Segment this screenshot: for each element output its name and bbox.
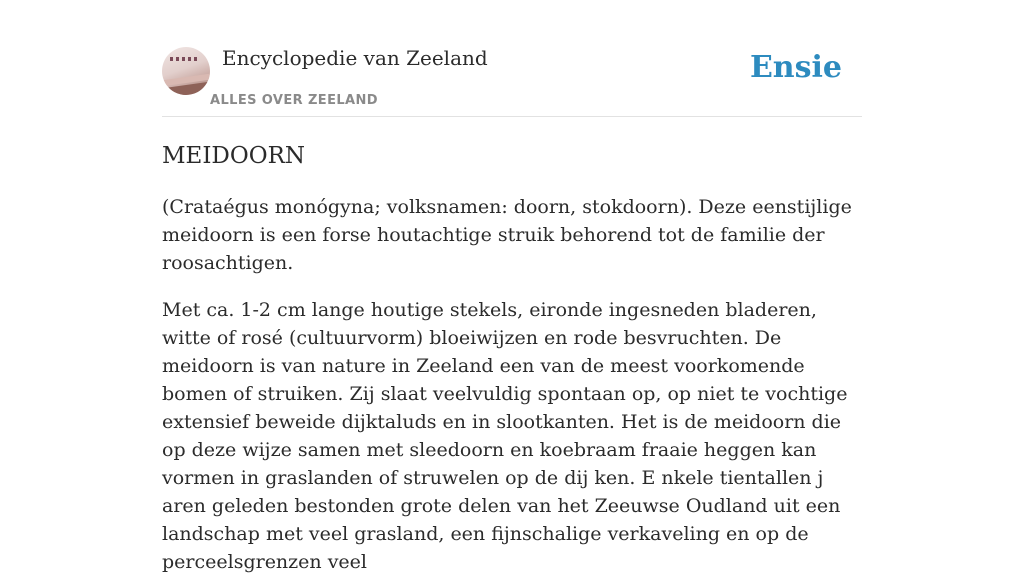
site-logo-avatar[interactable] [162,47,210,95]
site-title[interactable]: Encyclopedie van Zeeland [222,46,488,70]
site-tagline: ALLES OVER ZEELAND [210,93,378,108]
avatar-pattern [170,57,200,61]
ensie-brand-link[interactable]: Ensie [749,50,842,85]
site-header [162,0,862,117]
article-title: MEIDOORN [162,143,306,169]
page-container [162,0,862,576]
article-paragraph: (Crataégus monógyna; volksnamen: doorn, stokdoorn). Deze eenstijlige meidoorn is een forse houtachtige struik behorend tot de familie der roosachtigen. [162,196,852,274]
article-paragraph: Met ca. 1-2 cm lange houtige stekels, eironde ingesneden bladeren, witte of rosé (cultuurvorm) bloeiwijzen en rode besvruchten. De meidoorn is van nature in Zeeland een van de meest voorkomende bomen of struiken. Zij slaat veelvuldig spontaan op, op niet te vochtige extensief beweide dijktaluds en in slootkanten. Het is de meidoorn die op deze wijze samen met sleedoorn en koebraam fraaie heggen kan vormen in graslanden of struwelen op de dij ken. E nkele tientallen j aren geleden bestonden grote delen van het Zeeuwse Oudland uit een landschap met veel grasland, een fijnschalige verkaveling en op de perceelsgrenzen veel [162,299,848,573]
